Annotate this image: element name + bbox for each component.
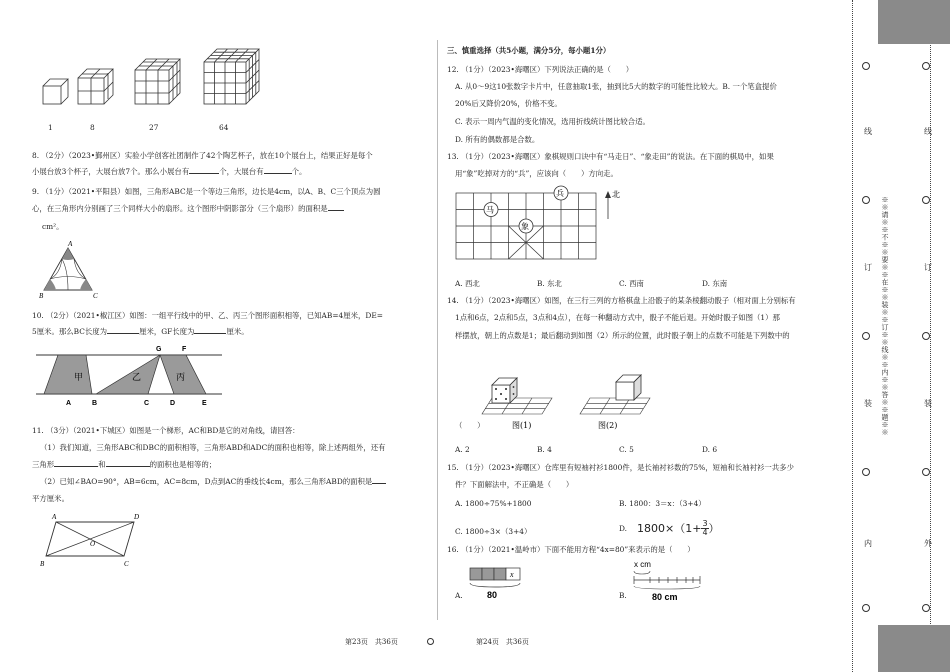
q9-label-c: C: [93, 292, 98, 300]
q11-label-d: D: [134, 513, 140, 521]
q15-fraction: $\frac{3}{4}$: [702, 518, 708, 537]
fig1-label: 图(1): [512, 421, 532, 430]
q10-blank-gf[interactable]: [194, 333, 226, 334]
north-label: 北: [612, 190, 620, 199]
q15-option-d[interactable]: D. 1800×（1+ $\frac{3}{4}$ ）: [619, 518, 720, 537]
outer-char-nei: 内: [864, 539, 872, 548]
shape-label-bing: 丙: [176, 373, 186, 383]
shape-label-yi: 乙: [132, 373, 142, 383]
q10-blank-bc[interactable]: [107, 333, 139, 334]
q14-dice-figure: [480, 370, 670, 430]
q11-line1: 11. （3分）（2021•下城区）如图是一个梯形，AC和BD是它的对角线，请回答：: [32, 426, 300, 435]
q9-line3: cm²。: [42, 222, 64, 231]
q11-trapezoid-figure: [36, 510, 146, 570]
page-number-right: 第24页 共36页: [476, 638, 529, 646]
q10-label-f: F: [182, 346, 187, 353]
q14-option-d[interactable]: D. 6: [702, 445, 718, 454]
q13-option-b[interactable]: B. 东北: [537, 279, 562, 288]
cube-label-1: 1: [48, 123, 53, 132]
q9-blank[interactable]: [328, 210, 344, 211]
q14-option-a[interactable]: A. 2: [455, 445, 470, 454]
piece-xiang: 象: [521, 222, 529, 231]
q12-option-d[interactable]: D. 所有的偶数都是合数。: [455, 135, 540, 144]
q16-a-x-label: x: [510, 570, 514, 579]
q15-line2: 件？下面解法中，不正确是（ ）: [455, 480, 574, 489]
q12-option-a[interactable]: A. 从0～9这10张数字卡片中，任意抽取1张，抽到比5大的数字的可能性比较大。B. 一个笔盒提价: [455, 82, 777, 91]
outer-char-ding: 订: [864, 263, 872, 272]
q10-line1: 10. （2分）（2021•椒江区）如图：一组平行线中的甲、乙、丙三个图形面积相等，已知AB=4厘米，DE=: [32, 311, 383, 320]
q8-blank-large[interactable]: [264, 173, 292, 174]
piece-bing: 兵: [556, 189, 564, 198]
q12-line1: 12. （1分）（2023•海曙区）下列说法正确的是（ ）: [447, 65, 634, 74]
q16-b-total-label: 80 cm: [652, 592, 678, 602]
q9-line1: 9. （1分）（2021•平阳县）如图，三角形ABC是一个等边三角形，边长是4cm，以A、B、C三个顶点为圆: [32, 187, 381, 196]
q10-label-d: D: [170, 400, 176, 407]
q13-option-a[interactable]: A. 西北: [455, 279, 480, 288]
q10-label-e: E: [202, 400, 207, 407]
q12-option-a-cont: 20%后又降价20%，价格不变。: [455, 99, 562, 108]
cube-label-8: 8: [90, 123, 95, 132]
binding-circle-icon: [922, 468, 930, 476]
q10-line2: 5厘米。那么BC长度为 厘米，GF长度为 厘米。: [32, 327, 249, 336]
inner-char-ding: 订: [924, 263, 932, 272]
q13-chess-board-figure: [450, 183, 630, 263]
q16-line1: 16. （1分）（2021•温岭市）下面不能用方程“4x=80”来表示的是（ ）: [447, 545, 695, 554]
q11-line3: 三角形 和 的面积也是相等的；: [32, 460, 217, 469]
sidebar-warning-text: ※※请※※不※※要※※在※※装※※订※※线※※内※※答※※题※※: [881, 196, 889, 436]
binding-circle-icon: [922, 196, 930, 204]
q11-blank-area[interactable]: [372, 483, 386, 484]
q9-triangle-figure: [38, 238, 100, 300]
q16-option-b-label[interactable]: B.: [619, 591, 627, 600]
q11-label-b: B: [40, 560, 45, 568]
q14-line1: 14. （1分）（2023•海曙区）如图，在三行三列的方格棋盘上沿骰子的某条棱翻动骰子（相对面上分别标有: [447, 296, 796, 305]
cube-label-27: 27: [149, 123, 159, 132]
page-number-left: 第23页 共36页: [345, 638, 398, 646]
q8-line2: 小展台放3个杯子，大展台放7个。那么小展台有 个，大展台有 个。: [32, 167, 307, 176]
q16-a-total-label: 80: [487, 590, 498, 600]
q8-line1: 8. （2分）（2023•鄞州区）实验小学创客社团制作了42个陶艺杯子，放在10个展台上，结果正好是每个: [32, 151, 373, 160]
q14-option-b[interactable]: B. 4: [537, 445, 552, 454]
q15-option-c[interactable]: C. 1800÷3×（3+4）: [455, 527, 532, 536]
q14-line3: 样摆放，朝上的点数是1；最后翻动到如图（2）所示的位置，此时骰子朝上的点数不可能是下列数中的: [455, 331, 790, 340]
binding-circle-icon: [862, 604, 870, 612]
binding-circle-icon: [862, 196, 870, 204]
q13-line2: 用“象”吃掉对方的“兵”，应该向（ ）方向走。: [455, 169, 618, 178]
cube-sequence-figure: [38, 44, 288, 119]
q11-label-o: O: [90, 540, 96, 548]
q16-option-a-label[interactable]: A.: [455, 591, 463, 600]
q11-blank-tri1[interactable]: [54, 466, 98, 467]
outer-char-zhuang: 装: [864, 399, 872, 408]
q11-line5: 平方厘米。: [32, 494, 69, 503]
q13-option-c[interactable]: C. 西南: [619, 279, 644, 288]
inner-binding-line: [930, 0, 931, 672]
binding-circle-icon: [862, 62, 870, 70]
binding-circle-icon: [922, 604, 930, 612]
binding-hole-icon: [427, 638, 434, 645]
q11-line2: （1）我们知道，三角形ABC和DBC的面积相等，三角形ABD和ADC的面积也相等，除上述两组外，还有: [40, 443, 386, 452]
q11-label-c: C: [124, 560, 129, 568]
q9-line2: 心，在三角形内分别画了三个同样大小的扇形。这个图形中阴影部分（三个扇形）的面积是: [32, 205, 344, 214]
cube-label-64: 64: [219, 123, 229, 132]
q11-blank-tri2[interactable]: [106, 466, 150, 467]
q8-blank-small[interactable]: [189, 173, 219, 174]
q13-option-d[interactable]: D. 东南: [702, 279, 728, 288]
q15-option-b[interactable]: B. 1800：3＝x：（3+4）: [619, 499, 706, 508]
q16-b-x-label: x cm: [634, 560, 651, 569]
binding-circle-icon: [862, 332, 870, 340]
sidebar-shade-top: [878, 0, 950, 44]
inner-char-zhuang: 装: [924, 399, 932, 408]
shape-label-jia: 甲: [74, 373, 84, 383]
q14-option-c[interactable]: C. 5: [619, 445, 634, 454]
q16-bar-model-a: [468, 563, 528, 601]
q9-label-b: B: [39, 292, 44, 300]
q10-parallel-figure: [36, 342, 226, 410]
q16-line-model-b: [630, 558, 706, 602]
q14-line2: 1点和6点，2点和5点，3点和4点），在每一种翻动方式中，骰子不能后退。开始时骰子如图（1）那: [455, 313, 780, 322]
q11-line4: （2）已知∠BAO=90°，AB=6cm，AC=8cm，D点到AC的垂线长4cm，那么三角形ABD的面积是: [40, 478, 386, 487]
binding-circle-icon: [922, 62, 930, 70]
q12-option-c[interactable]: C. 表示一周内气温的变化情况，选用折线统计图比较合适。: [455, 117, 650, 126]
q11-label-a: A: [52, 513, 57, 521]
q14-line4: （ ）: [455, 421, 485, 430]
column-divider: [437, 40, 438, 620]
q15-line1: 15. （1分）（2023•海曙区）仓库里有短袖衬衫1800件，是长袖衬衫数的75%，短袖和长袖衬衫一共多少: [447, 463, 794, 472]
q10-label-b: B: [92, 400, 98, 407]
q9-label-a: A: [68, 240, 73, 248]
binding-circle-icon: [922, 332, 930, 340]
q13-line1: 13. （1分）（2023•海曙区）象棋规则口诀中有“马走日”、“象走田”的说法。在下面的棋局中，如果: [447, 152, 774, 161]
q10-label-g: G: [156, 346, 162, 353]
inner-char-xian: 线: [924, 127, 932, 136]
sidebar-shade-bottom: [878, 625, 950, 672]
q10-label-c: C: [144, 400, 150, 407]
outer-char-xian: 线: [864, 127, 872, 136]
piece-ma: 马: [486, 205, 494, 215]
section-title: 三、慎重选择（共5小题，满分5分，每小题1分）: [447, 46, 611, 55]
inner-char-wai: 外: [924, 539, 932, 548]
binding-circle-icon: [862, 468, 870, 476]
outer-binding-line: [852, 0, 853, 672]
q15-option-a[interactable]: A. 1800÷75%+1800: [455, 499, 532, 508]
q10-label-a: A: [66, 400, 72, 407]
fig2-label: 图(2): [598, 421, 618, 430]
